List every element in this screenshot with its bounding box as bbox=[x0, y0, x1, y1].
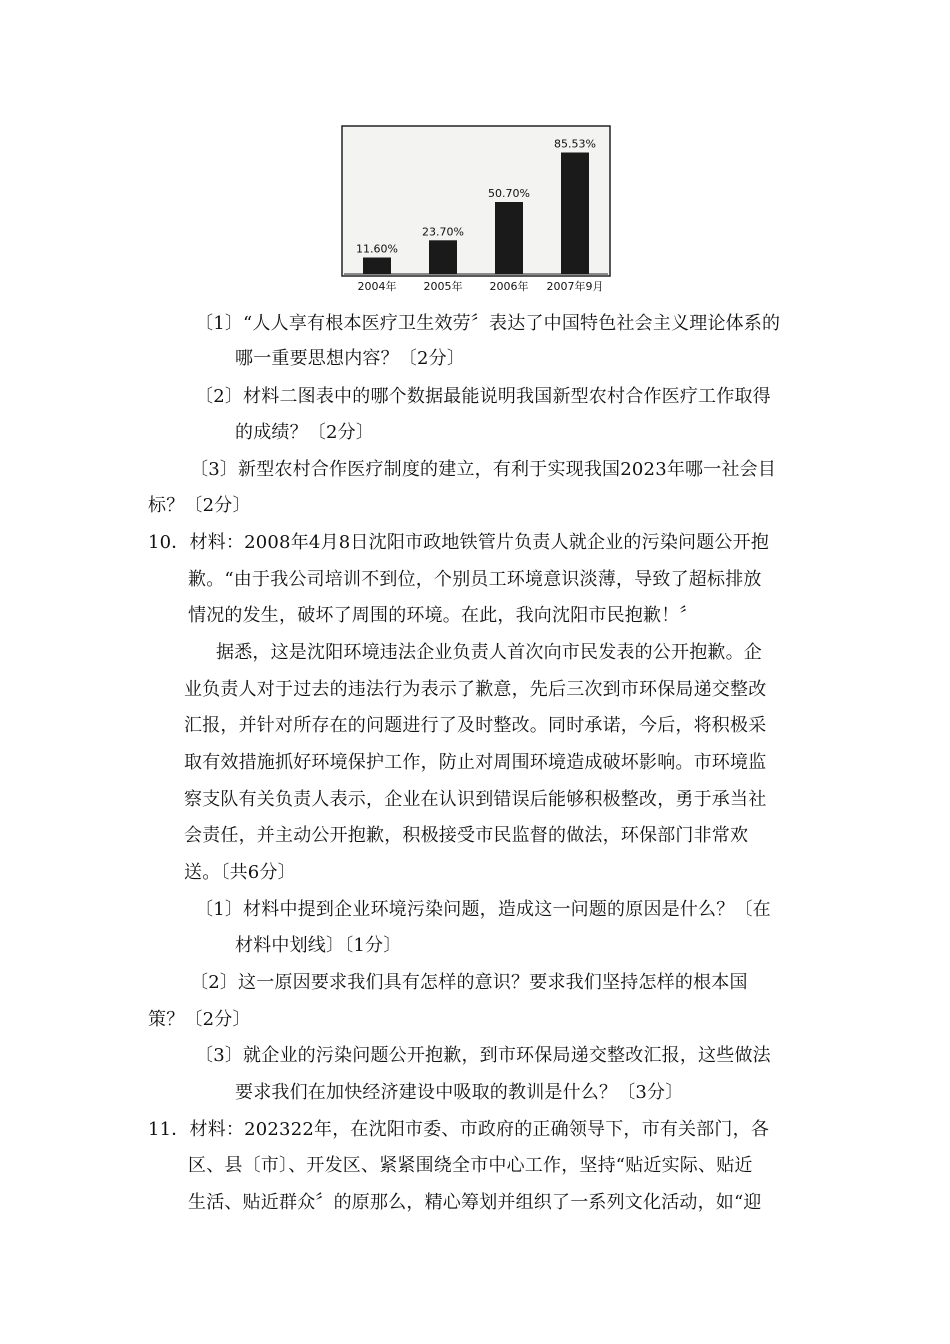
q10-sub1-line1: 〔1〕材料中提到企业环境污染问题，造成这一问题的原因是什么？〔在 bbox=[195, 899, 771, 920]
bar-value-label-1: 23.70% bbox=[422, 225, 464, 239]
bar-3 bbox=[561, 153, 589, 275]
q10-line7: 取有效措施抓好环境保护工作，防止对周围环境造成破坏影响。市环境监 bbox=[184, 752, 767, 773]
q11-line2: 区、县〔市〕、开发区、紧紧围绕全市中心工作，坚持“贴近实际、贴近 bbox=[188, 1155, 753, 1176]
bar-value-label-3: 85.53% bbox=[554, 137, 596, 151]
q9-sub3-line1: 〔3〕新型农村合作医疗制度的建立，有利于实现我国2023年哪一社会目 bbox=[190, 459, 777, 480]
q10-sub1-line2: 材料中划线〕〔1分〕 bbox=[235, 935, 402, 956]
bar-chart bbox=[340, 124, 612, 296]
q10-line6: 汇报，并针对所存在的问题进行了及时整改。同时承诺，今后，将积极采 bbox=[184, 715, 767, 736]
bar-value-label-0: 11.60% bbox=[356, 242, 398, 256]
q10-sub2-line2: 策？〔2分〕 bbox=[148, 1009, 251, 1030]
q10-line10: 送。〔共6分〕 bbox=[184, 862, 296, 883]
bar-2 bbox=[495, 202, 523, 274]
q10-sub3-line2: 要求我们在加快经济建设中吸取的教训是什么？〔3分〕 bbox=[235, 1082, 684, 1103]
q10-line5: 业负责人对于过去的违法行为表示了歉意，先后三次到市环保局递交整改 bbox=[184, 679, 767, 700]
x-tick-label-2: 2006年 bbox=[489, 280, 529, 293]
q9-sub2-line1: 〔2〕材料二图表中的哪个数据最能说明我国新型农村合作医疗工作取得 bbox=[195, 386, 771, 407]
x-tick-label-0: 2004年 bbox=[357, 280, 397, 293]
q10-line9: 会责任，并主动公开抱歉，积极接受市民监督的做法，环保部门非常欢 bbox=[184, 825, 749, 846]
x-tick-label-1: 2005年 bbox=[423, 280, 463, 293]
q9-sub3-line2: 标？〔2分〕 bbox=[148, 495, 251, 516]
q10-line4: 据悉，这是沈阳环境违法企业负责人首次向市民发表的公开抱歉。企 bbox=[216, 642, 762, 663]
q10-line2: 歉。“由于我公司培训不到位，个别员工环境意识淡薄，导致了超标排放 bbox=[188, 569, 762, 590]
q10-sub3-line1: 〔3〕就企业的污染问题公开抱歉，到市环保局递交整改汇报，这些做法 bbox=[195, 1045, 771, 1066]
q11-line3: 生活、贴近群众〞的原那么，精心筹划并组织了一系列文化活动，如“迎 bbox=[188, 1192, 762, 1213]
q10-line1: 10．材料：2008年4月8日沈阳市政地铁管片负责人就企业的污染问题公开抱 bbox=[148, 532, 770, 553]
q9-sub1-line2: 哪一重要思想内容？〔2分〕 bbox=[235, 348, 466, 369]
bar-value-label-2: 50.70% bbox=[488, 187, 530, 200]
bar-1 bbox=[429, 240, 457, 274]
q9-sub1-line1: 〔1〕“人人享有根本医疗卫生效劳〞表达了中国特色社会主义理论体系的 bbox=[195, 313, 781, 334]
q9-sub2-line2: 的成绩？〔2分〕 bbox=[235, 422, 375, 443]
x-tick-label-3: 2007年9月 bbox=[546, 280, 604, 293]
q11-line1: 11．材料：202322年，在沈阳市委、市政府的正确领导下，市有关部门，各 bbox=[148, 1119, 770, 1140]
bar-chart-svg bbox=[340, 124, 612, 296]
bar-0 bbox=[363, 258, 391, 275]
q10-line8: 察支队有关负责人表示，企业在认识到错误后能够积极整改，勇于承当社 bbox=[184, 789, 767, 810]
q10-line3: 情况的发生，破坏了周围的环境。在此，我向沈阳市民抱歉！〞 bbox=[188, 605, 698, 626]
q10-sub2-line1: 〔2〕这一原因要求我们具有怎样的意识？要求我们坚持怎样的根本国 bbox=[190, 972, 748, 993]
